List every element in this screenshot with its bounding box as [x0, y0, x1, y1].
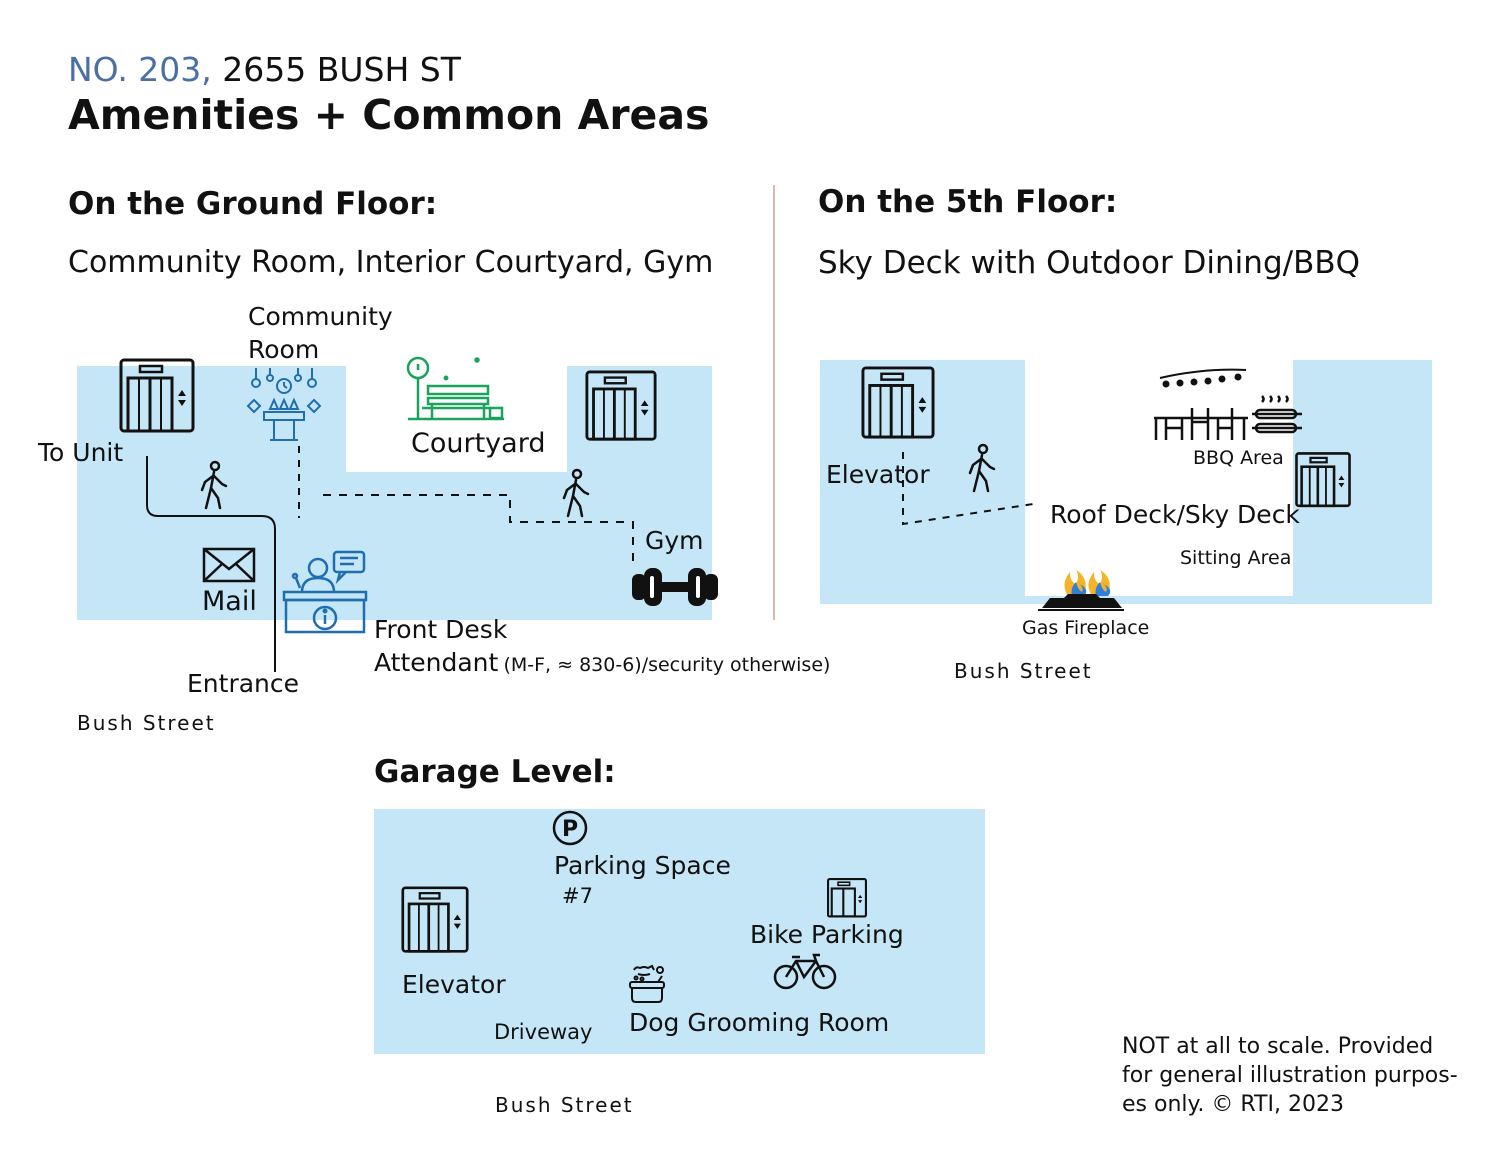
to-unit-label: To Unit	[38, 438, 124, 467]
mail-label: Mail	[202, 586, 257, 617]
page-title: Amenities + Common Areas	[68, 91, 710, 139]
fifth-floor-subheading: Sky Deck with Outdoor Dining/BBQ	[818, 245, 1361, 281]
elevator-icon-fifth	[860, 366, 936, 440]
disclaimer-note	[1122, 1032, 1458, 1119]
garage-elevator-label: Elevator	[402, 970, 506, 999]
front-desk-hours: (M-F, ≈ 830-6)/security otherwise)	[503, 654, 831, 676]
dumbbell-icon	[630, 566, 720, 608]
fifth-elevator-label: Elevator	[826, 460, 930, 489]
walking-person-icon-2	[560, 468, 592, 518]
ground-floor-heading: On the Ground Floor:	[68, 186, 438, 222]
sitting-area-label: Sitting Area	[1180, 547, 1292, 569]
street-address: 2655 BUSH ST	[222, 50, 461, 89]
bbq-grill-icon	[1152, 394, 1304, 442]
disclaimer-line-3: es only. © RTI, 2023	[1122, 1092, 1344, 1117]
chandelier-icon	[246, 366, 322, 442]
parking-space-number: #7	[562, 884, 593, 908]
elevator-icon-courtyard	[584, 370, 658, 442]
elevator-icon-fifth-2	[1294, 452, 1352, 508]
elevator-icon	[118, 358, 196, 434]
svg-text:P: P	[561, 817, 579, 842]
bbq-area-label: BBQ Area	[1193, 447, 1284, 469]
bench-icon	[404, 352, 508, 424]
dog-grooming-label: Dog Grooming Room	[629, 1008, 890, 1037]
courtyard-label: Courtyard	[411, 428, 546, 459]
garage-heading: Garage Level:	[374, 754, 616, 790]
bike-parking-label: Bike Parking	[750, 920, 904, 949]
entrance-label: Entrance	[187, 669, 300, 698]
fifth-floor-heading: On the 5th Floor:	[818, 184, 1118, 220]
unit-number: NO. 203,	[68, 50, 212, 89]
parking-icon	[552, 810, 588, 846]
driveway-label: Driveway	[494, 1020, 593, 1044]
disclaimer-line-1: NOT at all to scale. Provided	[1122, 1034, 1434, 1059]
string-lights-icon	[1158, 366, 1250, 390]
walking-person-icon	[198, 460, 230, 510]
parking-space-label: Parking Space	[554, 851, 731, 880]
garage-street-label: Bush Street	[495, 1093, 634, 1117]
header-address	[68, 50, 461, 89]
front-desk-icon	[282, 548, 370, 636]
walking-person-icon-fifth	[966, 443, 998, 493]
ground-floor-subheading: Community Room, Interior Courtyard, Gym	[68, 245, 714, 280]
community-room-label: Community Room	[248, 302, 393, 364]
elevator-icon-garage	[400, 886, 470, 954]
gym-label: Gym	[645, 526, 704, 555]
disclaimer-line-2: for general illustration purpos-	[1122, 1063, 1458, 1088]
dog-bath-icon	[626, 964, 668, 1004]
elevator-icon-garage-2	[826, 878, 868, 918]
ground-street-label: Bush Street	[77, 711, 216, 735]
gas-fireplace-label: Gas Fireplace	[1022, 617, 1150, 639]
fifth-street-label: Bush Street	[954, 659, 1093, 683]
front-desk-attendant-label: Attendant	[374, 648, 499, 677]
front-desk-label: Front Desk	[374, 615, 508, 644]
bicycle-icon	[772, 951, 838, 991]
front-desk-attendant	[374, 648, 830, 677]
mail-icon	[202, 547, 256, 583]
roof-deck-label: Roof Deck/Sky Deck	[1050, 500, 1300, 529]
fireplace-icon	[1038, 568, 1126, 612]
